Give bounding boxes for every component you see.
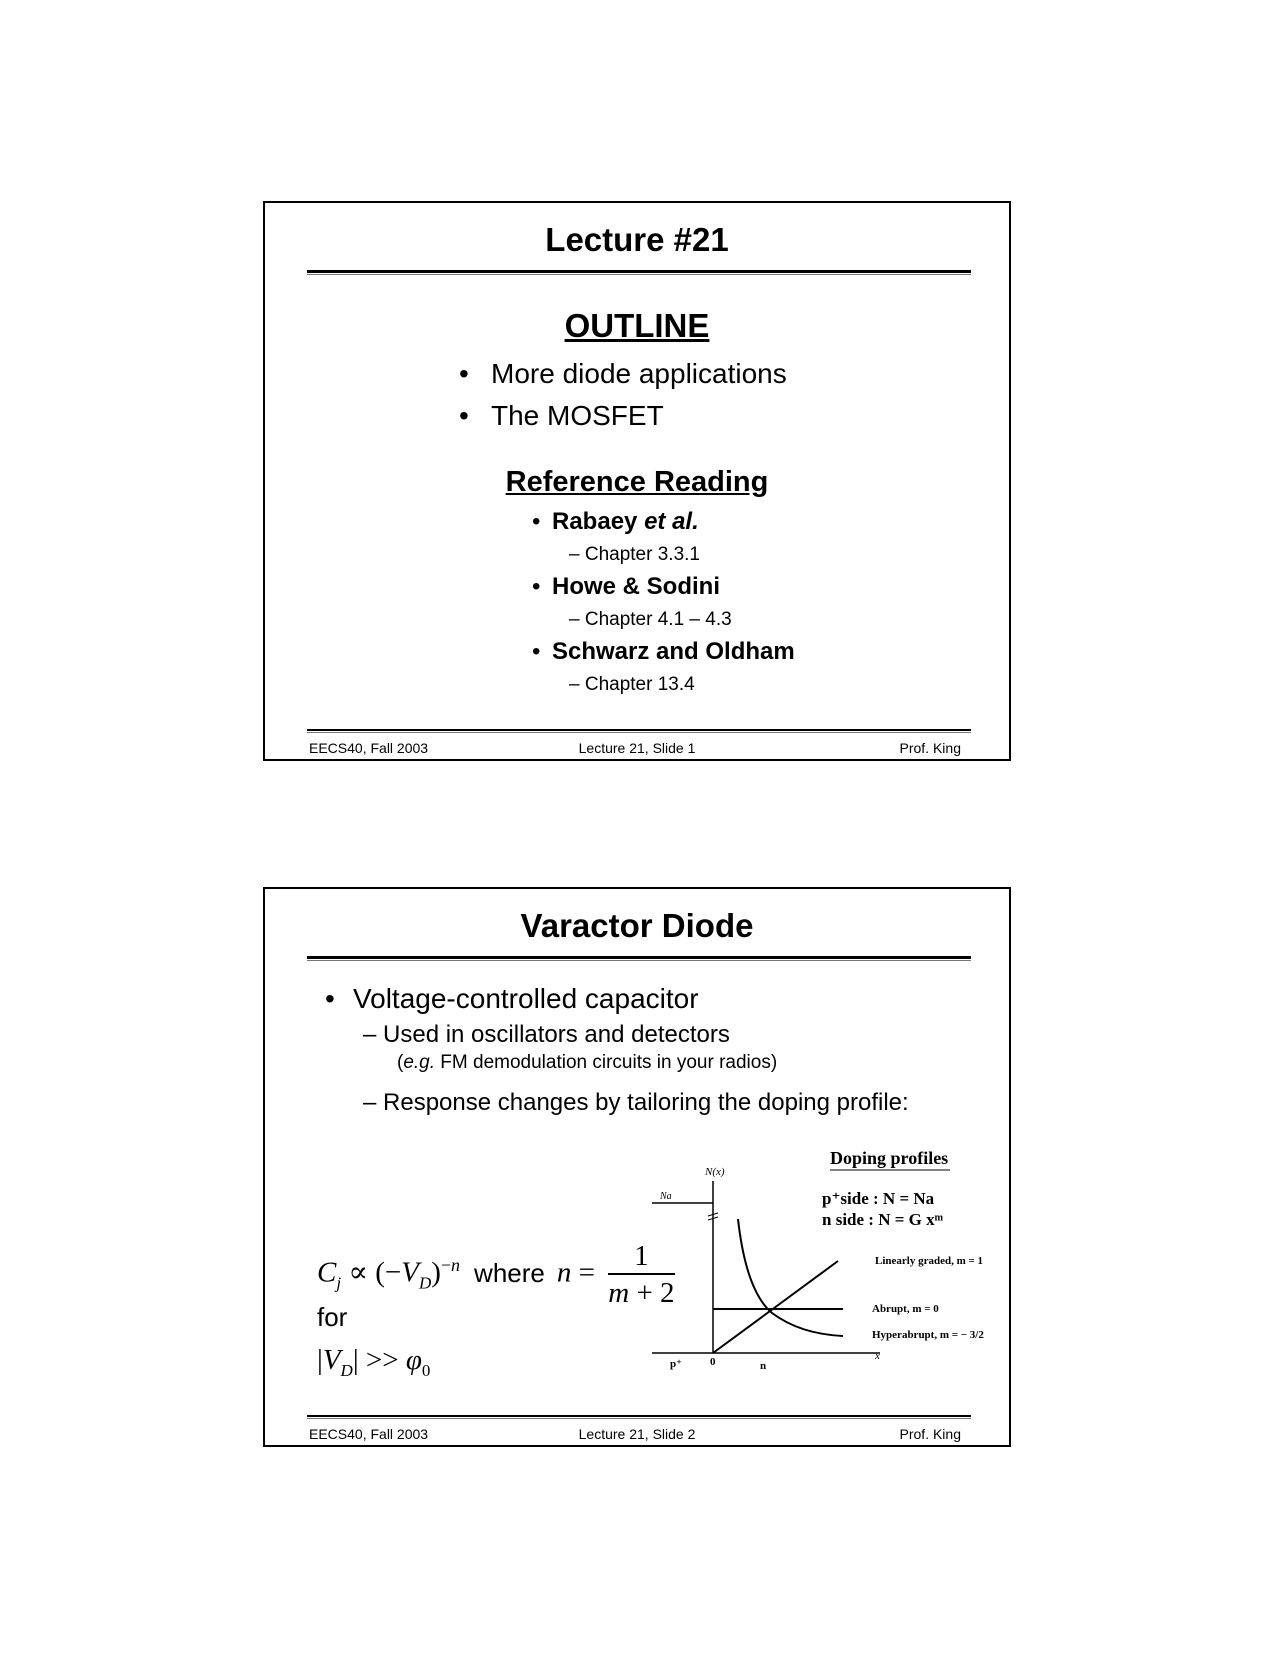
curve-hyperabrupt bbox=[738, 1219, 843, 1336]
outline-list bbox=[459, 353, 787, 437]
outline-heading: OUTLINE bbox=[564, 307, 710, 344]
sub-item: – Used in oscillators and detectors bbox=[363, 1021, 730, 1048]
hyperabrupt-label: Hyperabrupt, m = − 3/2 bbox=[872, 1329, 984, 1341]
reference-item: • Howe & Sodini bbox=[532, 573, 720, 600]
outline-item: • The MOSFET bbox=[459, 400, 664, 431]
slide-1 bbox=[263, 201, 1011, 761]
x-label-origin: 0 bbox=[710, 1356, 716, 1368]
footer-slide-number: Lecture 21, Slide 2 bbox=[578, 1426, 696, 1442]
footer-course: EECS40, Fall 2003 bbox=[309, 1426, 429, 1442]
reference-chapter: – Chapter 13.4 bbox=[569, 674, 695, 695]
y-axis-label: N(x) bbox=[705, 1166, 725, 1178]
n-side-equation: n side : N = G xᵐ bbox=[822, 1210, 944, 1229]
condition-formula: $|V_D| >> \varphi_0$ bbox=[317, 1344, 431, 1380]
title-rule bbox=[307, 270, 971, 275]
formula-where: where bbox=[474, 1257, 545, 1288]
outline-item: • More diode applications bbox=[459, 358, 787, 389]
linear-label: Linearly graded, m = 1 bbox=[875, 1255, 984, 1267]
p-side-equation: p⁺side : N = Na bbox=[822, 1189, 935, 1208]
footer-author: Prof. King bbox=[899, 740, 961, 756]
figure-heading: Doping profiles bbox=[830, 1148, 949, 1168]
footer-rule bbox=[307, 1415, 971, 1419]
reference-chapter: – Chapter 3.3.1 bbox=[569, 544, 700, 565]
reference-list bbox=[532, 506, 795, 701]
doping-profile-figure bbox=[650, 1141, 1000, 1386]
sub-item: – Response changes by tailoring the doping profile: bbox=[363, 1089, 909, 1116]
slide-title: Varactor Diode bbox=[520, 907, 754, 944]
footer-course: EECS40, Fall 2003 bbox=[309, 740, 429, 756]
slide-2 bbox=[263, 887, 1011, 1447]
formula-for: for bbox=[317, 1302, 348, 1332]
reference-item: • Rabaey et al. bbox=[532, 508, 699, 535]
x-axis-label: x bbox=[875, 1350, 880, 1362]
x-label-n: n bbox=[760, 1360, 767, 1372]
curve-linear bbox=[713, 1261, 838, 1353]
reference-heading: Reference Reading bbox=[505, 466, 769, 498]
abrupt-label: Abrupt, m = 0 bbox=[872, 1303, 939, 1315]
na-label: Na bbox=[660, 1191, 672, 1202]
capacitance-formula: $C_j \propto (-V_D)^{-n}$ where n = $\frac{1}{m + 2}$ bbox=[317, 1240, 675, 1309]
sub-item-note: (e.g. FM demodulation circuits in your radios) bbox=[397, 1052, 778, 1073]
title-rule bbox=[307, 956, 971, 961]
footer-author: Prof. King bbox=[899, 1426, 961, 1442]
slide-title: Lecture #21 bbox=[545, 221, 729, 258]
bullet-item: • Voltage-controlled capacitor bbox=[325, 983, 699, 1014]
footer-slide-number: Lecture 21, Slide 1 bbox=[578, 740, 696, 756]
reference-chapter: – Chapter 4.1 – 4.3 bbox=[569, 609, 732, 630]
content-list bbox=[325, 979, 909, 1119]
reference-item: • Schwarz and Oldham bbox=[532, 638, 795, 665]
x-label-p: p⁺ bbox=[670, 1358, 682, 1370]
footer-rule bbox=[307, 729, 971, 733]
